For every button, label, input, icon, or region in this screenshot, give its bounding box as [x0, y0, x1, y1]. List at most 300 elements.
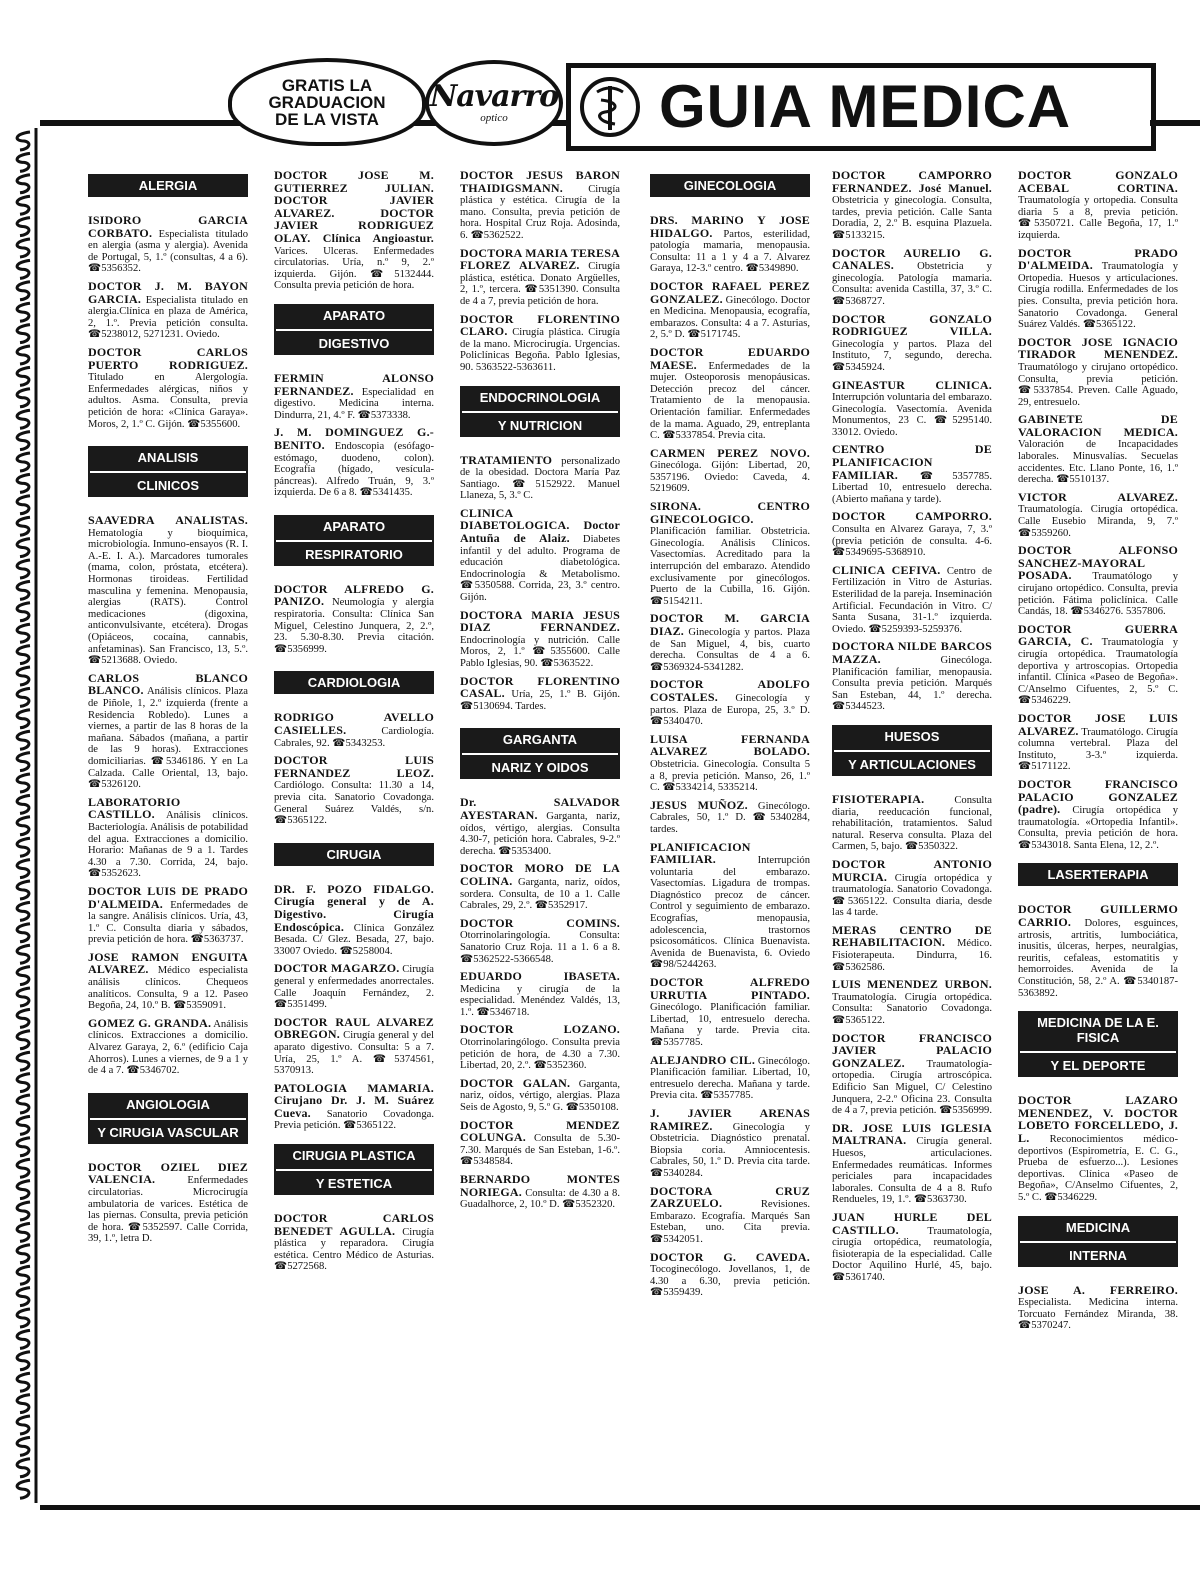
entry-details: Traumatólogo y cirujano ortopédico. Consulta, previa petición. ☎5337854. Preven. Calle Aguado, 29, entresuelo. — [1018, 361, 1178, 408]
entry-details: Traumatología-ortopedia. Cirugía artroscópica. Edificio San Miguel, C/ Celestino Junquera, 2-2.º Oficina 23. Consulta de 4 a 7, previa petición. ☎5356999. — [832, 1058, 992, 1117]
entry-name: DOCTOR MORO DE LA COLINA. — [460, 861, 620, 888]
directory-entry — [832, 511, 992, 558]
directory-entry — [650, 445, 810, 495]
entry-details: Obstetricia y ginecología. Consulta, tardes, previa petición. Calle Santa Doradia, 2, 2.º B. esquina Plazuela. ☎5133215. — [832, 195, 992, 241]
entry-details: Varices. Ulceras. Enfermedades circulatorias. Uría, n.º 9, 2.º izquierda. Gijón. ☎5132444. Consulta previa petición de hora. — [274, 245, 434, 292]
entry-details: Endocrinología y nutrición. Calle Moros, 2, 1.º ☎5355600. Calle Pablo Iglesias, 90. ☎5363522. — [460, 634, 620, 669]
entry-details: Valoración de Incapacidades laborales. Minusvalías. Secuelas accidentes. Etc. Llano Ponte, 16, 1.º derecha. ☎5510137. — [1018, 439, 1178, 486]
directory-entry — [274, 427, 434, 499]
entry-name: DOCTOR FRANCISCO PALACIO GONZALEZ (padre). — [1018, 776, 1178, 817]
directory-entry — [832, 1120, 992, 1206]
entry-name: PLANIFICACION FAMILIAR. — [650, 839, 751, 867]
entry-details: Cirugía general y del aparato digestivo. Consulta: 5 a 7. Uría, 25, 1.º A. ☎5374561, 5370913. — [274, 1030, 434, 1077]
entry-details: Ginecología y Obstetricia. Diagnóstico prenatal. Biopsia coria. Amniocentesis. Cabrales, 50, 1.º D. Previa cita tarde. ☎5340284. — [650, 1121, 810, 1179]
entry-details: Ginecólogo. Planificación familiar. Libertad, 10, entresuelo derecha. Mañana y tarde. Previa cita. ☎5357785. — [650, 1055, 810, 1102]
directory-entry — [460, 245, 620, 308]
directory-entry — [88, 883, 248, 946]
footer-rule — [40, 1505, 1200, 1510]
entry-name: DRS. MARINO Y JOSE HIDALGO. — [650, 213, 810, 240]
entry-details: Análisis clínicos. Bacteriología. Análisis de potabilidad del agua. Extracciones a domicilio. Horario: Mañanas de 9 a 1. Tardes 4.30 a 7.30. Corrida, 24, bajo. ☎5352623. — [88, 810, 248, 880]
entry-details: Ginecólogo. Cabrales, 50, 1.º D. ☎5340284, tardes. — [650, 800, 810, 835]
directory-entry — [832, 377, 993, 439]
column-4 — [650, 170, 810, 1305]
entry-name: CARMEN PEREZ NOVO. — [650, 445, 810, 460]
entry-list — [274, 712, 434, 826]
directory-entry — [88, 215, 248, 275]
entry-name: SIRONA. CENTRO GINECOLOGICO. — [650, 499, 810, 526]
entry-details: Endoscopia (esófago-estómago, duodeno, colon). Ecografía (hígado, vesícula-páncreas). Alfredo Truán, 9, 3.º izquierda. De 6 a 8. ☎5341435. — [274, 440, 434, 499]
page-header — [0, 0, 1200, 165]
entry-name: DOCTOR FLORENTINO CASAL. — [460, 673, 620, 701]
section-subtitle: Y ARTICULACIONES — [834, 750, 990, 772]
entry-name: DOCTOR GONZALO RODRIGUEZ VILLA. — [832, 311, 992, 339]
section-header-analisis-clinicos — [88, 446, 248, 497]
entry-details: Enfermedades de la mujer. Osteoporosis menopáusicas. Detección precoz del cáncer. Tratamiento de la menopausia. Orientación familiar. Enfermedades de la mama. Aguado, 29, entreplanta C. ☎5337854. Previa cita. — [650, 360, 811, 442]
directory-entry — [274, 712, 434, 749]
entry-name: DOCTOR GUERRA GARCIA, C. — [1018, 621, 1178, 649]
entry-details: Obstetricia y ginecología. Patología mamaria. Consulta: avenida Castilla, 37, 3.º C. ☎5368727. — [832, 261, 992, 307]
promo-line: GRATIS LA — [281, 75, 373, 95]
section-header-alergia — [88, 174, 248, 197]
entry-details: Clínica González Besada. C/ Glez. Besada, 27, bajo. 33007 Oviedo. ☎5258004. — [274, 922, 434, 957]
entry-details: Tocoginecólogo. Jovellanos, 1, de 4.30 a 6.30, previa petición. ☎5359439. — [650, 1264, 810, 1299]
directory-entry — [460, 311, 620, 374]
entry-name: JOSE RAMON ENGUITA ALVAREZ. — [88, 949, 248, 977]
directory-entry — [650, 1052, 810, 1102]
directory-entry — [650, 344, 811, 442]
entry-name: DOCTOR AURELIO G. CANALES. — [832, 245, 992, 273]
entry-name: DOCTOR ALFONSO SANCHEZ-MAYORAL POSADA. — [1018, 543, 1178, 583]
entry-name: DOCTOR M. GARCIA DIAZ. — [650, 611, 810, 638]
entry-name: DOCTOR G. CAVEDA. — [650, 1249, 810, 1264]
entry-name: DOCTOR MAGARZO. — [274, 961, 400, 976]
section-title: APARATO — [322, 307, 386, 323]
directory-entry — [88, 794, 248, 880]
directory-entry — [650, 731, 810, 794]
entry-list — [1018, 1095, 1178, 1203]
section-header-cardiologia — [274, 671, 434, 694]
entry-list — [1018, 1282, 1178, 1332]
directory-entry — [1018, 245, 1178, 331]
caduceus-icon — [579, 76, 641, 138]
entry-name: J. JAVIER ARENAS RAMIREZ. — [650, 1105, 810, 1133]
section-title: ANGIOLOGIA — [126, 1096, 210, 1112]
entry-name: DOCTORA MARIA JESUS DIAZ FERNANDEZ. — [460, 607, 620, 635]
directory-entry — [274, 170, 434, 292]
entry-name: DOCTOR JOSE IGNACIO TIRADOR MENENDEZ. — [1018, 334, 1178, 362]
entry-details: Uría, 25, 1.º B. Gijón. ☎5130694. Tardes. — [460, 689, 620, 712]
section-title: HUESOS — [884, 728, 940, 744]
section-header-laserterapia — [1018, 863, 1178, 886]
entry-details: Ginecólogo. Planificación familiar. Libertad, 10, entresuelo derecha. Mañana y tarde. Previa cita. ☎5357785. — [650, 1002, 810, 1048]
directory-entry — [1018, 1282, 1178, 1332]
entry-list — [832, 170, 992, 713]
entry-details: Ginecología y partos. Plaza de San Miguel, 4, bis, cuarto derecha. Consultas de 4 a 6. ☎5369324-5341282. — [650, 627, 810, 673]
entry-details: personalizado de la obesidad. Doctora María Paz Santiago. ☎5152922. Manuel Llaneza, 5, 3.º C. — [460, 455, 620, 502]
directory-entry — [460, 915, 620, 965]
directory-entry — [832, 1030, 992, 1117]
entry-details: Especialidad en digestivo. Medicina interna. Dindurra, 21, 4.º F. ☎5373338. — [274, 386, 434, 421]
directory-entry — [460, 170, 620, 242]
directory-entry — [832, 562, 992, 636]
directory-entry — [650, 1105, 810, 1180]
section-title: CARDIOLOGIA — [307, 675, 401, 691]
section-subtitle: Y EL DEPORTE — [1020, 1051, 1176, 1073]
entry-details: Garganta, nariz, oídos, sordera. Consulta, de 10 a 1. Calle Cabrales, 29, 2.º. ☎5352917. — [460, 876, 620, 912]
entry-details: Especialista titulado en alergia (asma y alergia). Avenida de Portugal, 5, 1.º (consultas, 4 a 6). ☎5356352. — [88, 228, 248, 275]
entry-name: DOCTOR PRADO D'ALMEIDA. — [1018, 245, 1178, 273]
entry-name: DOCTOR CARLOS BENEDET AGULLA. — [274, 1211, 434, 1238]
header-rule-tail — [1150, 120, 1200, 126]
entry-details: Traumatología. Cirugía ortopédica. Calle Eusebio Miranda, 9, 7.º ☎5359260. — [1018, 504, 1178, 539]
directory-entry — [832, 245, 992, 308]
directory-entry — [274, 755, 434, 827]
entry-name: GINEASTUR CLINICA. — [832, 377, 992, 392]
entry-name: DOCTORA CRUZ ZARZUELO. — [650, 1183, 810, 1211]
entry-details: Cirugía plástica y estética. Cirugía de la mano. Consulta, previa petición de hora. Hospital Cruz Roja. Adosinda, 6. ☎5362522. — [460, 183, 620, 241]
directory-entry — [88, 670, 248, 791]
entry-name: DOCTOR LUIS DE PRADO D'ALMEIDA. — [88, 883, 248, 911]
entry-details: Consulta de 5.30-7.30. Marqués de San Esteban, 1-6.º. ☎5348584. — [460, 1133, 620, 1168]
entry-list — [274, 1213, 434, 1273]
directory-entry — [460, 607, 620, 670]
entry-name: JOSE A. FERREIRO. — [1018, 1282, 1178, 1297]
entry-name: GOMEZ G. GRANDA. — [88, 1015, 212, 1030]
directory-entry — [1018, 170, 1178, 242]
entry-details: Cirugía general y enfermedades anorrectales. Calle Joaquín Fernández, 2. ☎5351499. — [274, 964, 434, 1011]
section-subtitle: DIGESTIVO — [276, 329, 432, 351]
directory-entry — [274, 581, 434, 656]
entry-details: Cirugía ortopédica y traumatología. «Ortopedia Infantil». Consulta, previa petición de hora. ☎5343018. Santa Elena, 12, 2.º. — [1018, 805, 1179, 851]
section-title: GINECOLOGIA — [683, 178, 777, 193]
column-5 — [832, 170, 992, 1290]
directory-entry — [832, 311, 992, 374]
entry-name: DOCTOR J. M. BAYON GARCIA. — [88, 278, 248, 306]
entry-name: DOCTOR RAUL ALVAREZ OBREGON. — [274, 1014, 434, 1042]
entry-details: Ginecóloga. Planificación familiar, menopausia. Consulta previa petición. Marqués San Esteban, 44, 1.º derecha. ☎5344523. — [832, 654, 992, 713]
section-title: GARGANTA — [502, 732, 578, 748]
directory-entry — [274, 881, 434, 958]
section-title: ENDOCRINOLOGIA — [479, 389, 601, 405]
section-header-huesos — [832, 725, 992, 776]
entry-name: JUAN HURLE DEL CASTILLO. — [832, 1209, 992, 1237]
column-3 — [460, 170, 620, 1217]
entry-name: DR. JOSE LUIS IGLESIA MALTRANA. — [832, 1120, 992, 1148]
entry-details: Traumatología y Ortopedia. Huesos y articulaciones. Cirugía rodilla. Enfermedades de los pies. Consulta, previa petición hora. Sanatorio Covadonga. General Suárez Valdés. ☎5365122. — [1018, 261, 1178, 331]
entry-name: CLINICA DIABETOLOGICA. Doctor Antuña de Alaiz. — [460, 505, 620, 546]
section-header-angiologia — [88, 1093, 248, 1144]
entry-details: Ginecología y partos. Plaza del Instituto, 7, segundo, derecha. ☎5345924. — [832, 338, 992, 373]
entry-details: Traumatología, cirugía ortopédica, reumatología, fisioterapia de la especialidad. Calle Doctor Aquilino Hurlé, 45, bajo. ☎5361740. — [832, 1225, 992, 1283]
entry-name: DOCTOR JESUS BARON THAIDIGSMANN. — [460, 168, 620, 195]
entry-details: Traumatología. Cirugía ortopédica. Consulta: Sanatorio Covadonga. ☎5365122. — [832, 991, 992, 1027]
entry-name: ALEJANDRO CIL. — [650, 1052, 756, 1067]
promo-line: DE LA VISTA — [275, 109, 379, 129]
directory-entry — [650, 215, 810, 275]
directory-entry — [832, 791, 992, 853]
column-1 — [88, 170, 248, 1251]
entry-name: DOCTOR GONZALO ACEBAL CORTINA. — [1018, 168, 1178, 195]
entry-details: Médico. Fisioterapeuta. Dindurra, 16. ☎5362586. — [832, 938, 992, 973]
entry-name: DOCTOR CAMPORRO. — [832, 509, 992, 524]
entry-name: DOCTORA MARIA TERESA FLOREZ ALVAREZ. — [460, 245, 620, 273]
entry-name: EDUARDO IBASETA. — [460, 969, 620, 984]
entry-details: Traumatología y cirugía ortopédica. Traumatología deportiva y artroscopias. Ortopedia infantil. Clínica «Paseo de Begoña». C/Anselmo Cifuentes, 2, 5.º C. ☎5346229. — [1018, 637, 1178, 707]
directory-entry — [88, 344, 248, 430]
column-2 — [274, 170, 434, 1279]
entry-details: Ginecólogo. Doctor en Medicina. Menopausia, ecografía, embarazos. Consulta: 4 a 7. Asturias, 2, 5.º D. ☎5171745. — [650, 294, 810, 341]
promo-badge — [228, 58, 426, 146]
directory-entry — [88, 1015, 249, 1077]
entry-name: CENTRO DE PLANIFICACION FAMILIAR. — [832, 442, 992, 482]
entry-name: CARLOS BLANCO BLANCO. — [88, 670, 248, 698]
directory-entry — [88, 278, 248, 341]
section-header-aparato-respiratorio — [274, 515, 434, 566]
entry-list — [460, 797, 620, 1210]
entry-name: DOCTOR JOSE M. GUTIERREZ JULIAN. DOCTOR JAVIER ALVAREZ. DOCTOR JAVIER RODRIGUEZ OLAY. Clínica Angioastur. — [274, 168, 434, 245]
directory-entry — [460, 505, 620, 604]
entry-details: Cardiólogo. Consulta: 11.30 a 14, previa cita. Sanatorio Covadonga. General Suárez Valdés, s/n. ☎5365122. — [274, 780, 434, 827]
entry-details: Traumatólogo. Cirugía columna vertebral. Plaza del Instituto, 3-3.º izquierda. ☎5171122. — [1018, 726, 1178, 773]
entry-details: Partos, esterilidad, patología mamaria, menopausia. Consulta: 11 a 1 y 4 a 7. Alvarez Garaya, 12-3.º centro. ☎5349890. — [650, 228, 810, 275]
directory-entry — [650, 613, 810, 673]
entry-details: Ginecología y partos. Plaza de Europa, 25, 3.º D. ☎5340470. — [650, 692, 810, 728]
entry-name: DOCTOR LUIS FERNANDEZ LEOZ. — [274, 753, 434, 780]
section-header-garganta — [460, 728, 620, 779]
entry-name: MERAS CENTRO DE REHABILITACION. — [832, 922, 992, 950]
entry-details: Obstetricia. Ginecología. Consulta 5 a 8, previa petición. Manso, 26, 1.º C. ☎5334214, 5335214. — [650, 758, 810, 794]
entry-list — [460, 170, 620, 374]
entry-details: Planificación familiar. Obstetricia. Ginecología. Análisis Clínicos. Vasectomías. Acreditado para la interrupción del embarazo. Atendido exclusivamente por ginecólogos. Puerto de la Cubilla, 16. Gijón. ☎5154211. — [650, 526, 810, 607]
entry-list — [1018, 170, 1178, 851]
entry-name: DOCTOR COMINS. — [460, 915, 620, 930]
directory-entry — [650, 977, 810, 1049]
directory-entry — [88, 949, 248, 1012]
directory-entry — [274, 963, 434, 1010]
entry-name: DOCTOR ALFREDO G. PANIZO. — [274, 581, 434, 609]
entry-details: Cirugía plástica, estética. Donato Argüelles, 2, 1.º, tercera. ☎5351390. Consulta de 4 a 7, previa petición de hora. — [460, 261, 620, 307]
section-title: APARATO — [322, 518, 386, 534]
entry-name: J. M. DOMINGUEZ G.- BENITO. — [274, 425, 434, 452]
entry-name: BERNARDO MONTES NORIEGA. — [460, 1172, 620, 1199]
entry-name: FISIOTERAPIA. — [832, 791, 925, 806]
directory-entry — [650, 278, 810, 341]
directory-entry — [460, 797, 620, 857]
directory-entry — [1018, 904, 1178, 999]
directory-entry — [832, 979, 992, 1026]
entry-details: Ginecóloga. Gijón: Libertad, 20, 5357196. Oviedo: Caveda, 4. 5219609. — [650, 460, 810, 495]
entry-name: DOCTORA NILDE BARCOS MAZZA. — [832, 639, 992, 666]
entry-name: DOCTOR JOSE LUIS ALVAREZ. — [1018, 710, 1178, 738]
entry-details: Garganta, nariz, oídos, vértigo, alergias. Consulta 4.30-7, petición hora. Cabrales, 9-2.º derecha. ☎5353400. — [460, 810, 620, 857]
entry-list — [88, 515, 248, 1077]
entry-name: VICTOR ALVAREZ. — [1018, 489, 1178, 504]
section-header-cirugia-plastica — [274, 1144, 434, 1195]
section-subtitle: RESPIRATORIO — [276, 540, 432, 562]
entry-list — [274, 170, 434, 292]
directory-entry — [88, 515, 248, 667]
section-title: CIRUGIA — [326, 846, 382, 862]
logo-name: Navarro — [429, 79, 559, 114]
entry-name: Dr. SALVADOR AYESTARAN. — [460, 795, 620, 822]
entry-name: SAAVEDRA ANALISTAS. — [88, 513, 248, 528]
section-subtitle: CLINICOS — [90, 471, 246, 493]
entry-name: DOCTOR EDUARDO MAESE. — [650, 344, 810, 372]
entry-name: FERMIN ALONSO FERNANDEZ. — [274, 370, 434, 398]
entry-name: GABINETE DE VALORACION MEDICA. — [1018, 412, 1178, 439]
directory-entry — [460, 1117, 620, 1168]
entry-name: JESUS MUÑOZ. — [650, 797, 748, 812]
entry-name: DOCTOR FRANCISCO JAVIER PALACIO GONZALEZ. — [832, 1030, 992, 1070]
directory-entry — [88, 1159, 248, 1245]
section-title: ANALISIS — [137, 450, 199, 466]
entry-list — [274, 370, 434, 499]
entry-details: Diabetes infantil y del adulto. Programa de educación diabetológica. Endocrinología & Metabolismo. ☎5350588. Corrida, 23, 3.º centro. Gijón. — [460, 534, 620, 604]
directory-entry — [1018, 621, 1178, 707]
directory-entry — [1018, 1095, 1178, 1203]
entry-name: CLINICA CEFIVA. — [832, 562, 941, 577]
entry-name: DOCTOR MENDEZ COLUNGA. — [460, 1117, 620, 1145]
directory-entry — [460, 673, 620, 713]
directory-entry — [650, 1183, 810, 1246]
entry-name: DOCTOR LAZARO MENENDEZ, V. DOCTOR LOBETO FORCELLEDO, J. L. — [1018, 1093, 1178, 1145]
directory-entry — [460, 1174, 620, 1211]
entry-name: DOCTOR CARLOS PUERTO RODRIGUEZ. — [88, 344, 248, 372]
entry-list — [274, 581, 434, 656]
directory-entry — [832, 922, 992, 973]
directory-entry — [1018, 545, 1178, 618]
section-header-ginecologia — [650, 174, 810, 197]
directory-entry — [650, 1249, 810, 1299]
section-header-medicina-interna — [1018, 1216, 1178, 1267]
section-header-medicina-deporte — [1018, 1011, 1178, 1077]
entry-details: Especialista titulado en alergia.Clínica en plaza de América, 2, 1.º. Previa petición consulta. ☎5238012, 5271231. Oviedo. — [88, 294, 248, 341]
entry-details: Interrupción voluntaria del embarazo. Vasectomías. Ligadura de trompas. Diagnóstico precoz de cáncer. Control y seguimiento de embarazo. Ecografías, menopausia, adolescencia, trastornos psicosomáticos. Clínica Buenavista. Avenida de Buenavista, 6. Oviedo ☎98/5244263. — [650, 855, 810, 971]
directory-entry — [832, 1209, 992, 1284]
entry-list — [88, 1159, 248, 1245]
section-subtitle: INTERNA — [1020, 1241, 1176, 1263]
entry-details: Médico especialista análisis clínicos. Chequeos analíticos. Consulta, 9 a 12. Paseo Begoña, 24, 10.º B. ☎5359091. — [88, 965, 248, 1012]
entry-name: RODRIGO AVELLO CASIELLES. — [274, 710, 434, 738]
section-title: MEDICINA — [1065, 1219, 1131, 1235]
directory-entry — [1018, 489, 1178, 539]
section-header-endocrinologia — [460, 386, 620, 437]
section-title: LASERTERAPIA — [1047, 867, 1149, 883]
logo-subtitle: optico — [480, 112, 508, 124]
directory-entry — [274, 1080, 434, 1132]
optician-logo — [425, 60, 563, 146]
entry-details: Neumología y alergia respiratoria. Consulta: Clínica San Miguel, Celestino Junquera, 2, 2.º, 23. 5.30-8.30. Previa citación. ☎5356999. — [274, 597, 434, 655]
directory-entry — [1018, 414, 1178, 486]
entry-list — [1018, 904, 1178, 999]
entry-details: Consulta: de 4.30 a 8. Guadalhorce, 2, 10.º D. ☎5352320. — [460, 1187, 620, 1211]
entry-details: Consulta diaria, reeducación funcional, rehabilitación, tratamientos. Salud natural. Reserva consulta. Plaza del Carmen, 5, bajo. ☎5350322. — [832, 794, 992, 853]
section-title: ALERGIA — [138, 178, 198, 193]
directory-entry — [460, 1024, 620, 1071]
section-subtitle: NARIZ Y OIDOS — [462, 753, 618, 775]
entry-details: Sanatorio Covadonga. Previa petición. ☎5365122. — [274, 1108, 434, 1132]
directory-entry — [832, 444, 992, 505]
entry-name: DOCTOR LOZANO. — [460, 1022, 620, 1037]
entry-details: Revisiones. Embarazo. Ecografía. Marqués San Esteban, uno. Cita previa. ☎5342051. — [650, 1199, 810, 1245]
entry-name: ISIDORO GARCIA CORBATO. — [88, 213, 248, 240]
entry-details: Cirugía plástica y reparadora. Cirugía estética. Centro Médico de Asturias. ☎5272568. — [274, 1226, 434, 1273]
entry-name: DOCTOR ALFREDO URRUTIA PINTADO. — [650, 975, 810, 1002]
section-title: MEDICINA DE LA E. FISICA — [1037, 1015, 1159, 1046]
entry-details: Dolores, esguinces, artrosis, artritis, lumbociática, inusitis, úlceras, herpes, neuralgias, reuritis, cefaleas, estomatitis y hemorroides. Avenida de la Constitución, 58, 2.º A. ☎5340187-5363892. — [1018, 918, 1178, 999]
entry-name: TRATAMIENTO — [460, 452, 553, 467]
directory-entry — [650, 839, 810, 972]
entry-list — [274, 881, 434, 1132]
entry-details: Reconocimientos médico-deportivos (Espirometría, E. C. G., Prueba de esfuerzo...). Lesiones deportivas. Clínica «Paseo de Begoña», C/Anselmo Cifuentes, 2, 5.º C. ☎5346229. — [1018, 1134, 1178, 1203]
entry-details: ☎5357785. Libertad 10, entresuelo derecha. (Abierto mañana y tarde). — [832, 470, 992, 505]
section-subtitle: Y CIRUGIA VASCULAR — [90, 1118, 246, 1140]
entry-details: Hematología y bioquímica, microbiología. Inmuno-ensayos (R. I. A.-E. I. A.). Marcadores tumorales (mama, colon, próstata, etcétera). Hormonas tiroideas. Fertilidad masculina y femenina. Menopausia, alergias (RATS). Control medicaciones (digoxina, anticonvulsivante, etcétera). Drogas (Opiáceos, cocaína, cannabis, anfetaminas). San Francisco, 13, 5.º. ☎5213688. Oviedo. — [88, 527, 248, 667]
entry-details: Otorrinolaringólogo. Consulta previa petición de hora, de 4.30 a 7.30. Libertad, 20, 2.º. ☎5352360. — [460, 1037, 620, 1072]
directory-entry — [460, 452, 620, 502]
directory-entry — [1018, 776, 1179, 852]
section-subtitle: Y NUTRICION — [462, 411, 618, 433]
entry-details: Traumatólogo y cirujano ortopédico. Consulta, previa petición. Fátima policlínica. Calle Candás, 18. ☎5346276. 5357806. — [1018, 571, 1178, 618]
entry-details: Cardiología. Cabrales, 92. ☎5343253. — [274, 726, 434, 749]
directory-entry — [460, 1075, 620, 1114]
directory-entry — [460, 971, 620, 1018]
entry-list — [832, 791, 992, 1284]
directory-entry — [274, 370, 434, 421]
entry-details: Cirugía general. Huesos, articulaciones. Enfermedades reumáticas. Informes periciales para incapacidades laborales. Consulta de 4 a 8. Rufo Rendueles, 19, 1.º. ☎5363730. — [832, 1136, 992, 1206]
entry-name: LUISA FERNANDA ALVAREZ BOLADO. — [650, 731, 810, 759]
entry-details: Especialista. Medicina interna. Torcuato Fernández Miranda, 38. ☎5370247. — [1018, 1297, 1178, 1332]
entry-details: Traumatología y ortopedia. Consulta diaria 5 a 8, previa petición. ☎5350721. Calle Begoña, 17, 1.º izquierda. — [1018, 195, 1178, 241]
entry-list — [460, 452, 620, 713]
directory-entry — [274, 1213, 434, 1273]
entry-details: Centro de Fertilización in Vitro de Asturias. Esterilidad de la pareja. Inseminación Artificial. Fecundación in Vitro. C/ Santa Susana, 31-1.º izquierda. Oviedo. ☎5259393-5259376. — [832, 565, 992, 635]
section-title: CIRUGIA PLASTICA — [292, 1148, 416, 1164]
entry-name: LUIS MENENDEZ URBON. — [832, 977, 992, 992]
directory-entry — [460, 863, 620, 911]
entry-name: DOCTOR RAFAEL PEREZ GONZALEZ. — [650, 278, 810, 306]
entry-name: DOCTOR ADOLFO COSTALES. — [650, 677, 810, 704]
entry-details: Otorrinolaringología. Consulta: Sanatorio Cruz Roja. 11 a 1. 6 a 8. ☎5362522-5366548. — [460, 930, 620, 965]
entry-name: PATOLOGIA MAMARIA. Cirujano Dr. J. M. Suárez Cueva. — [274, 1080, 434, 1120]
directory-entry — [1018, 710, 1178, 773]
entry-name: DOCTOR FLORENTINO CLARO. — [460, 311, 620, 339]
entry-details: Cirugía plástica. Cirugía de la mano. Microcirugía. Urgencias. Policlínicas Begoña. Pablo Iglesias, 90. 5363522-5363611. — [460, 327, 620, 373]
entry-name: LABORATORIO CASTILLO. — [88, 794, 181, 822]
entry-details: Análisis clínicos. Plaza de Piñole, 1, 2.º izquierda (frente a Residencia Robledo). Lunes a viernes, a partir de las 8 horas de la mañana. Sábados (mañana, a partir de las 9 horas). Extracciones domiciliarias. ☎5346186. Y en La Calzada. Calle Oriental, 13, bajo. ☎5326120. — [88, 686, 248, 791]
entry-details: Enfermedades de la sangre. Análisis clínicos. Uría, 43, 1.º C. Consulta diaria y sábados, previa petición de hora. ☎5363737. — [88, 899, 248, 946]
entry-details: Medicina y cirugía de la especialidad. Menéndez Valdés, 13, 1.º. ☎5346718. — [460, 983, 620, 1018]
page-title: GUIA MEDICA — [659, 73, 1072, 140]
section-header-cirugia — [274, 843, 434, 866]
entry-details: Garganta, nariz, oídos, vértigo, alergias. Plaza Seis de Agosto, 9, 5.º G. ☎5350108. — [460, 1078, 620, 1114]
entry-details: Interrupción voluntaria del embarazo. Ginecología. Vasectomía. Avenida Monumentos, 23 C. ☎5295140. 33012. Oviedo. — [832, 392, 993, 438]
entry-details: Titulado en Alergología. Enfermedades alérgicas, niños y adultos. Asma. Consulta, previa petición de hora: «Clínica Garaya». Moros, 2, 1.º C. Gijón. ☎5355600. — [88, 372, 248, 430]
directory-entry — [650, 797, 810, 836]
directory-entry — [650, 679, 810, 727]
entry-list — [650, 215, 810, 1299]
section-header-aparato-digestivo — [274, 304, 434, 355]
directory-entry — [274, 1014, 434, 1077]
title-box — [566, 63, 1156, 151]
entry-details: Consulta en Alvarez Garaya, 7, 3.º (previa petición de consulta. 4-6. ☎5349695-5368910. — [832, 524, 992, 559]
entry-details: Enfermedades circulatorias. Microcirugía ambulatoria de varices. Estética de las piernas. Consulta, previa petición de hora. ☎5352597. Calle Corrida, 39, 1.º, letra D. — [88, 1175, 248, 1245]
entry-name: DOCTOR GUILLERMO CARRIO. — [1018, 902, 1178, 930]
directory-entry — [832, 856, 992, 919]
directory-entry — [650, 501, 810, 607]
entry-name: DOCTOR ANTONIO MURCIA. — [832, 856, 992, 884]
entry-details: Análisis clínicos. Extracciones a domicilio. Alvarez Garaya, 2, 6.º (edificio Caja Ahorros). Lunes a viernes, de 9 a 1 y de 4 a 7. ☎5346702. — [88, 1018, 249, 1077]
